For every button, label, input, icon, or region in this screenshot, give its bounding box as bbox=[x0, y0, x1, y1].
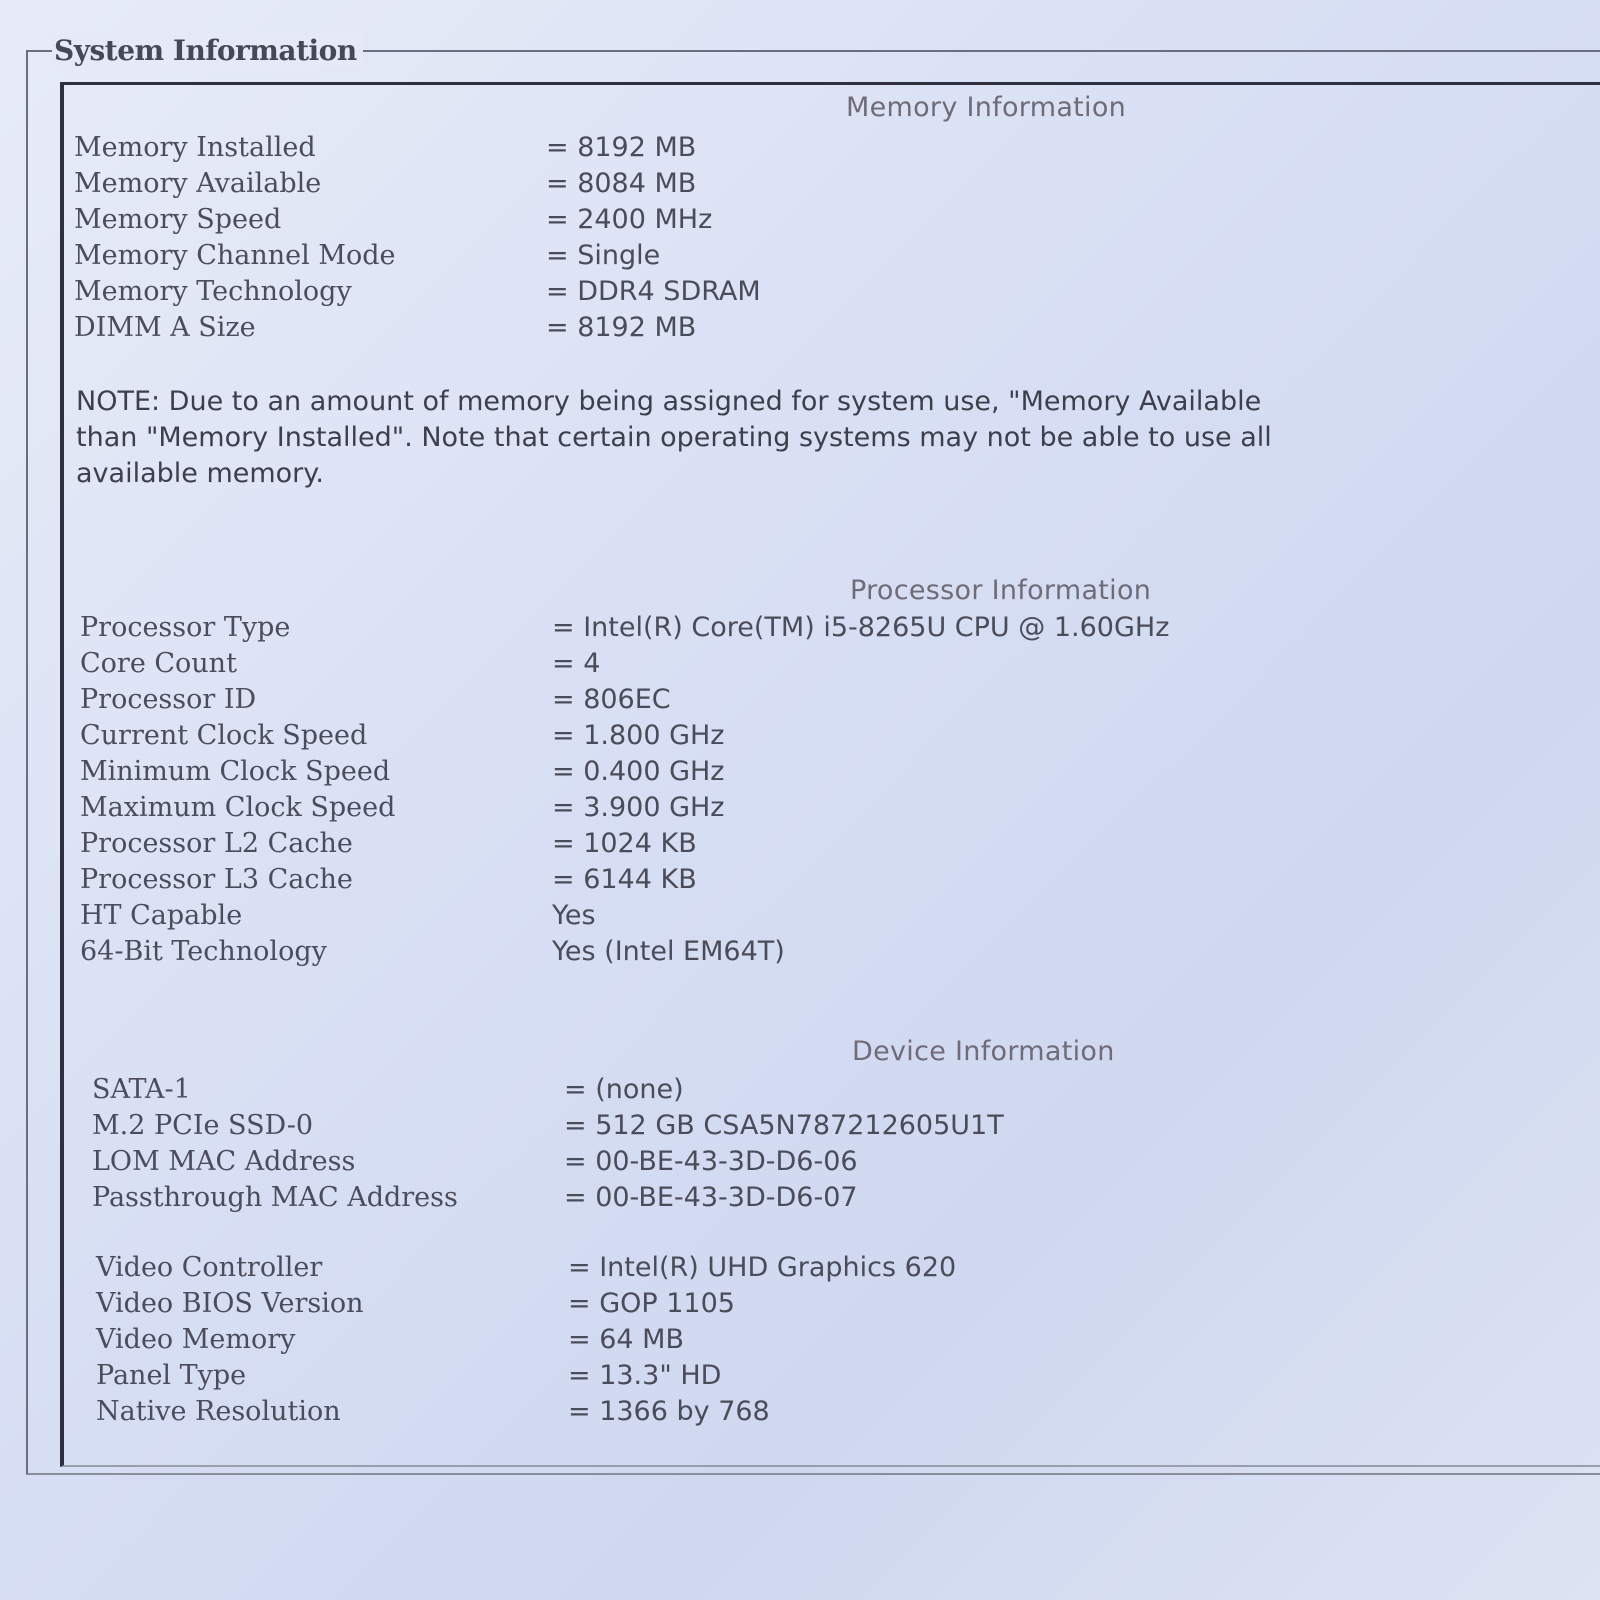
list-item bbox=[80, 934, 1580, 970]
row-label: Processor L2 Cache bbox=[80, 828, 353, 859]
row-label: M.2 PCIe SSD-0 bbox=[92, 1110, 314, 1141]
row-label: Processor ID bbox=[80, 684, 257, 715]
list-item bbox=[92, 1108, 1592, 1144]
row-value: = 8192 MB bbox=[546, 132, 697, 163]
list-item bbox=[96, 1286, 1596, 1322]
list-item bbox=[92, 1180, 1592, 1216]
row-label: Native Resolution bbox=[96, 1396, 341, 1427]
list-item bbox=[74, 166, 1574, 202]
list-item bbox=[80, 682, 1580, 718]
row-label: Core Count bbox=[80, 648, 237, 679]
row-label: HT Capable bbox=[80, 900, 243, 931]
groupbox-title: System Information bbox=[52, 34, 363, 67]
list-item bbox=[96, 1394, 1596, 1430]
row-label: DIMM A Size bbox=[74, 312, 256, 343]
processor-section-title: Processor Information bbox=[850, 575, 1152, 606]
row-value: Yes (Intel EM64T) bbox=[552, 936, 785, 967]
row-value: = GOP 1105 bbox=[568, 1288, 735, 1319]
row-value: = 8084 MB bbox=[546, 168, 697, 199]
row-value: = 0.400 GHz bbox=[552, 756, 725, 787]
row-value: = 1366 by 768 bbox=[568, 1396, 770, 1427]
row-label: Memory Speed bbox=[74, 204, 282, 235]
list-item bbox=[96, 1250, 1596, 1286]
memory-info-list bbox=[74, 130, 1574, 346]
row-value: = 1.800 GHz bbox=[552, 720, 725, 751]
row-value: = 512 GB CSA5N787212605U1T bbox=[564, 1110, 1004, 1141]
list-item bbox=[80, 898, 1580, 934]
row-label: Video BIOS Version bbox=[96, 1288, 364, 1319]
list-item bbox=[92, 1072, 1592, 1108]
row-value: = 00-BE-43-3D-D6-06 bbox=[564, 1146, 858, 1177]
row-value: = 4 bbox=[552, 648, 601, 679]
video-info-list bbox=[96, 1250, 1596, 1430]
memory-note bbox=[76, 384, 1600, 492]
row-label: Memory Installed bbox=[74, 132, 316, 163]
row-value: = Intel(R) UHD Graphics 620 bbox=[568, 1252, 957, 1283]
row-label: Minimum Clock Speed bbox=[80, 756, 391, 787]
list-item bbox=[74, 310, 1574, 346]
list-item bbox=[80, 646, 1580, 682]
list-item bbox=[80, 610, 1580, 646]
row-value: = Single bbox=[546, 240, 661, 271]
processor-info-list bbox=[80, 610, 1580, 970]
list-item bbox=[92, 1144, 1592, 1180]
row-value: = 3.900 GHz bbox=[552, 792, 725, 823]
row-label: Memory Channel Mode bbox=[74, 240, 396, 271]
row-value: = 64 MB bbox=[568, 1324, 684, 1355]
row-label: Memory Available bbox=[74, 168, 322, 199]
row-label: Processor Type bbox=[80, 612, 291, 643]
row-label: Maximum Clock Speed bbox=[80, 792, 396, 823]
row-label: Panel Type bbox=[96, 1360, 247, 1391]
note-line: NOTE: Due to an amount of memory being assigned for system use, "Memory Available bbox=[76, 386, 1262, 417]
row-value: = DDR4 SDRAM bbox=[546, 276, 761, 307]
device-section-title: Device Information bbox=[852, 1036, 1115, 1067]
row-label: Memory Technology bbox=[74, 276, 352, 307]
row-label: SATA-1 bbox=[92, 1074, 191, 1105]
device-info-list bbox=[92, 1072, 1592, 1216]
row-value: = 00-BE-43-3D-D6-07 bbox=[564, 1182, 858, 1213]
row-value: = (none) bbox=[564, 1074, 684, 1105]
row-value: = 6144 KB bbox=[552, 864, 697, 895]
note-line: than "Memory Installed". Note that certain operating systems may not be able to use all bbox=[76, 422, 1272, 453]
row-label: LOM MAC Address bbox=[92, 1146, 356, 1177]
row-value: = 13.3" HD bbox=[568, 1360, 722, 1391]
row-value: = 1024 KB bbox=[552, 828, 697, 859]
list-item bbox=[74, 238, 1574, 274]
row-label: Video Memory bbox=[96, 1324, 296, 1355]
list-item bbox=[96, 1358, 1596, 1394]
list-item bbox=[80, 718, 1580, 754]
row-value: = 2400 MHz bbox=[546, 204, 713, 235]
row-value: = 8192 MB bbox=[546, 312, 697, 343]
row-label: Current Clock Speed bbox=[80, 720, 368, 751]
list-item bbox=[80, 862, 1580, 898]
row-value: = 806EC bbox=[552, 684, 671, 715]
list-item bbox=[96, 1322, 1596, 1358]
row-label: 64-Bit Technology bbox=[80, 936, 327, 967]
list-item bbox=[74, 130, 1574, 166]
note-line: available memory. bbox=[76, 458, 324, 489]
list-item bbox=[80, 826, 1580, 862]
memory-section-title: Memory Information bbox=[846, 92, 1127, 123]
list-item bbox=[80, 790, 1580, 826]
row-value: = Intel(R) Core(TM) i5-8265U CPU @ 1.60GHz bbox=[552, 612, 1170, 643]
list-item bbox=[74, 274, 1574, 310]
row-label: Video Controller bbox=[96, 1252, 323, 1283]
row-label: Passthrough MAC Address bbox=[92, 1182, 458, 1213]
row-value: Yes bbox=[552, 900, 596, 931]
list-item bbox=[80, 754, 1580, 790]
list-item bbox=[74, 202, 1574, 238]
row-label: Processor L3 Cache bbox=[80, 864, 353, 895]
